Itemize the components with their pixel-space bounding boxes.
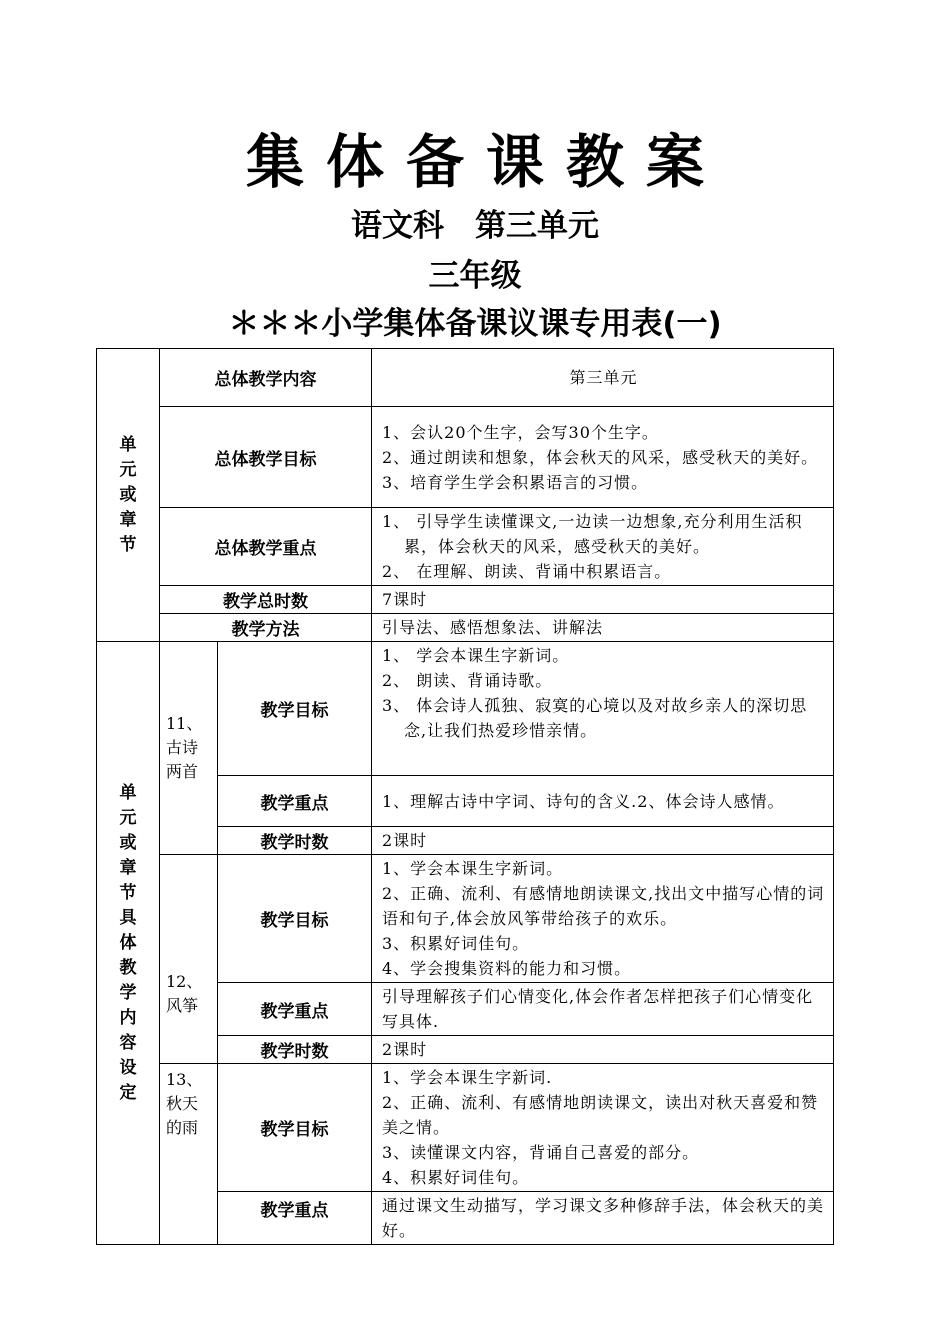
lesson-13-goals-value: [372, 1064, 834, 1192]
lesson-13-goals-label: 教学目标: [218, 1064, 372, 1192]
overall-goals-value: [372, 407, 834, 508]
lesson-11-key-value: 1、理解古诗中字词、诗句的含义.2、体会诗人感情。: [372, 776, 834, 827]
list-item: 4、积累好词佳句。: [382, 1168, 530, 1187]
table-row: [97, 1064, 834, 1192]
lesson-11-goals-value: [372, 642, 834, 776]
lesson-12-key-label: 教学重点: [218, 983, 372, 1036]
list-item: 2、正确、流利、有感情地朗读课文，读出对秋天喜爱和赞美之情。: [382, 1093, 819, 1137]
document-title: 集体备课教案: [245, 128, 726, 196]
list-item: 2、正确、流利、有感情地朗读课文,找出文中描写心情的词语和句子,体会放风筝带给孩子的欢乐。: [382, 884, 825, 928]
subject-unit-subtitle: 语文科 第三单元: [351, 208, 599, 244]
lesson-12-goals-label: 教学目标: [218, 855, 372, 983]
total-hours-label: 教学总时数: [160, 586, 372, 614]
table-row: [97, 642, 834, 776]
unit-side-label: 单元或章节: [119, 434, 137, 555]
list-item: 1、会认20个生字，会写30个生字。: [382, 422, 659, 442]
lesson-13-key-value: 通过课文生动描写，学习课文多种修辞手法，体会秋天的美好。: [372, 1192, 834, 1245]
lesson-12-key-value: 引导理解孩子们心情变化,体会作者怎样把孩子们心情变化写具体.: [372, 983, 834, 1036]
table-row: [97, 586, 834, 614]
lesson-11-name-cell: [160, 642, 218, 855]
overall-goals-label: 总体教学目标: [160, 407, 372, 508]
total-hours-value: 7课时: [372, 586, 834, 614]
list-item: 2、 在理解、朗读、背诵中积累语言。: [382, 562, 672, 581]
lesson-12-name-cell: [160, 855, 218, 1064]
unit-side-label-cell: [97, 349, 160, 642]
table-row: [97, 508, 834, 586]
list-item: 3、 体会诗人孤独、寂寞的心境以及对故乡亲人的深切思念,让我们热爱珍惜亲情。: [382, 696, 808, 740]
lesson-12-goals-value: [372, 855, 834, 983]
method-label: 教学方法: [160, 614, 372, 642]
table-row: [97, 614, 834, 642]
list-item: 3、培育学生学会积累语言的习惯。: [382, 472, 649, 492]
lesson-name: 13、秋天的雨: [166, 1070, 203, 1137]
list-item: 1、学会本课生字新词.: [382, 1068, 553, 1087]
lesson-name: 11、古诗两首: [166, 714, 203, 781]
list-item: 2、 朗读、背诵诗歌。: [382, 671, 553, 690]
overall-content-value: 第三单元: [372, 349, 834, 407]
lesson-11-goals-label: 教学目标: [218, 642, 372, 776]
detail-side-label: 单元或章节具体教学内容设定: [119, 782, 137, 1103]
lesson-13-key-label: 教学重点: [218, 1192, 372, 1245]
overall-key-points-label: 总体教学重点: [160, 508, 372, 586]
list-item: 1、 引导学生读懂课文,一边读一边想象,充分利用生活积累，体会秋天的风采，感受秋天的美好。: [382, 512, 803, 556]
list-item: 3、积累好词佳句。: [382, 934, 530, 953]
lesson-11-key-label: 教学重点: [218, 776, 372, 827]
table-row: [97, 855, 834, 983]
grade-subtitle: 三年级: [428, 258, 522, 294]
lesson-12-hours-label: 教学时数: [218, 1036, 372, 1064]
list-item: 2、通过朗读和想象，体会秋天的风采，感受秋天的美好。: [382, 447, 819, 467]
table-row: [97, 407, 834, 508]
form-title: ＊＊＊小学集体备课议课专用表(一): [228, 306, 722, 342]
lesson-plan-table: [96, 348, 834, 1245]
overall-key-points-value: [372, 508, 834, 586]
lesson-11-hours-label: 教学时数: [218, 827, 372, 855]
list-item: 4、学会搜集资料的能力和习惯。: [382, 959, 632, 978]
table-row: [97, 349, 834, 407]
lesson-12-hours-value: 2课时: [372, 1036, 834, 1064]
lesson-name: 12、风筝: [166, 972, 203, 1015]
list-item: 3、读懂课文内容，背诵自己喜爱的部分。: [382, 1143, 700, 1162]
list-item: 1、学会本课生字新词。: [382, 859, 564, 878]
lesson-13-name-cell: [160, 1064, 218, 1245]
overall-content-label: 总体教学内容: [160, 349, 372, 407]
list-item: 1、 学会本课生字新词。: [382, 646, 570, 665]
method-value: 引导法、感悟想象法、讲解法: [372, 614, 834, 642]
lesson-11-hours-value: 2课时: [372, 827, 834, 855]
detail-side-label-cell: [97, 642, 160, 1245]
